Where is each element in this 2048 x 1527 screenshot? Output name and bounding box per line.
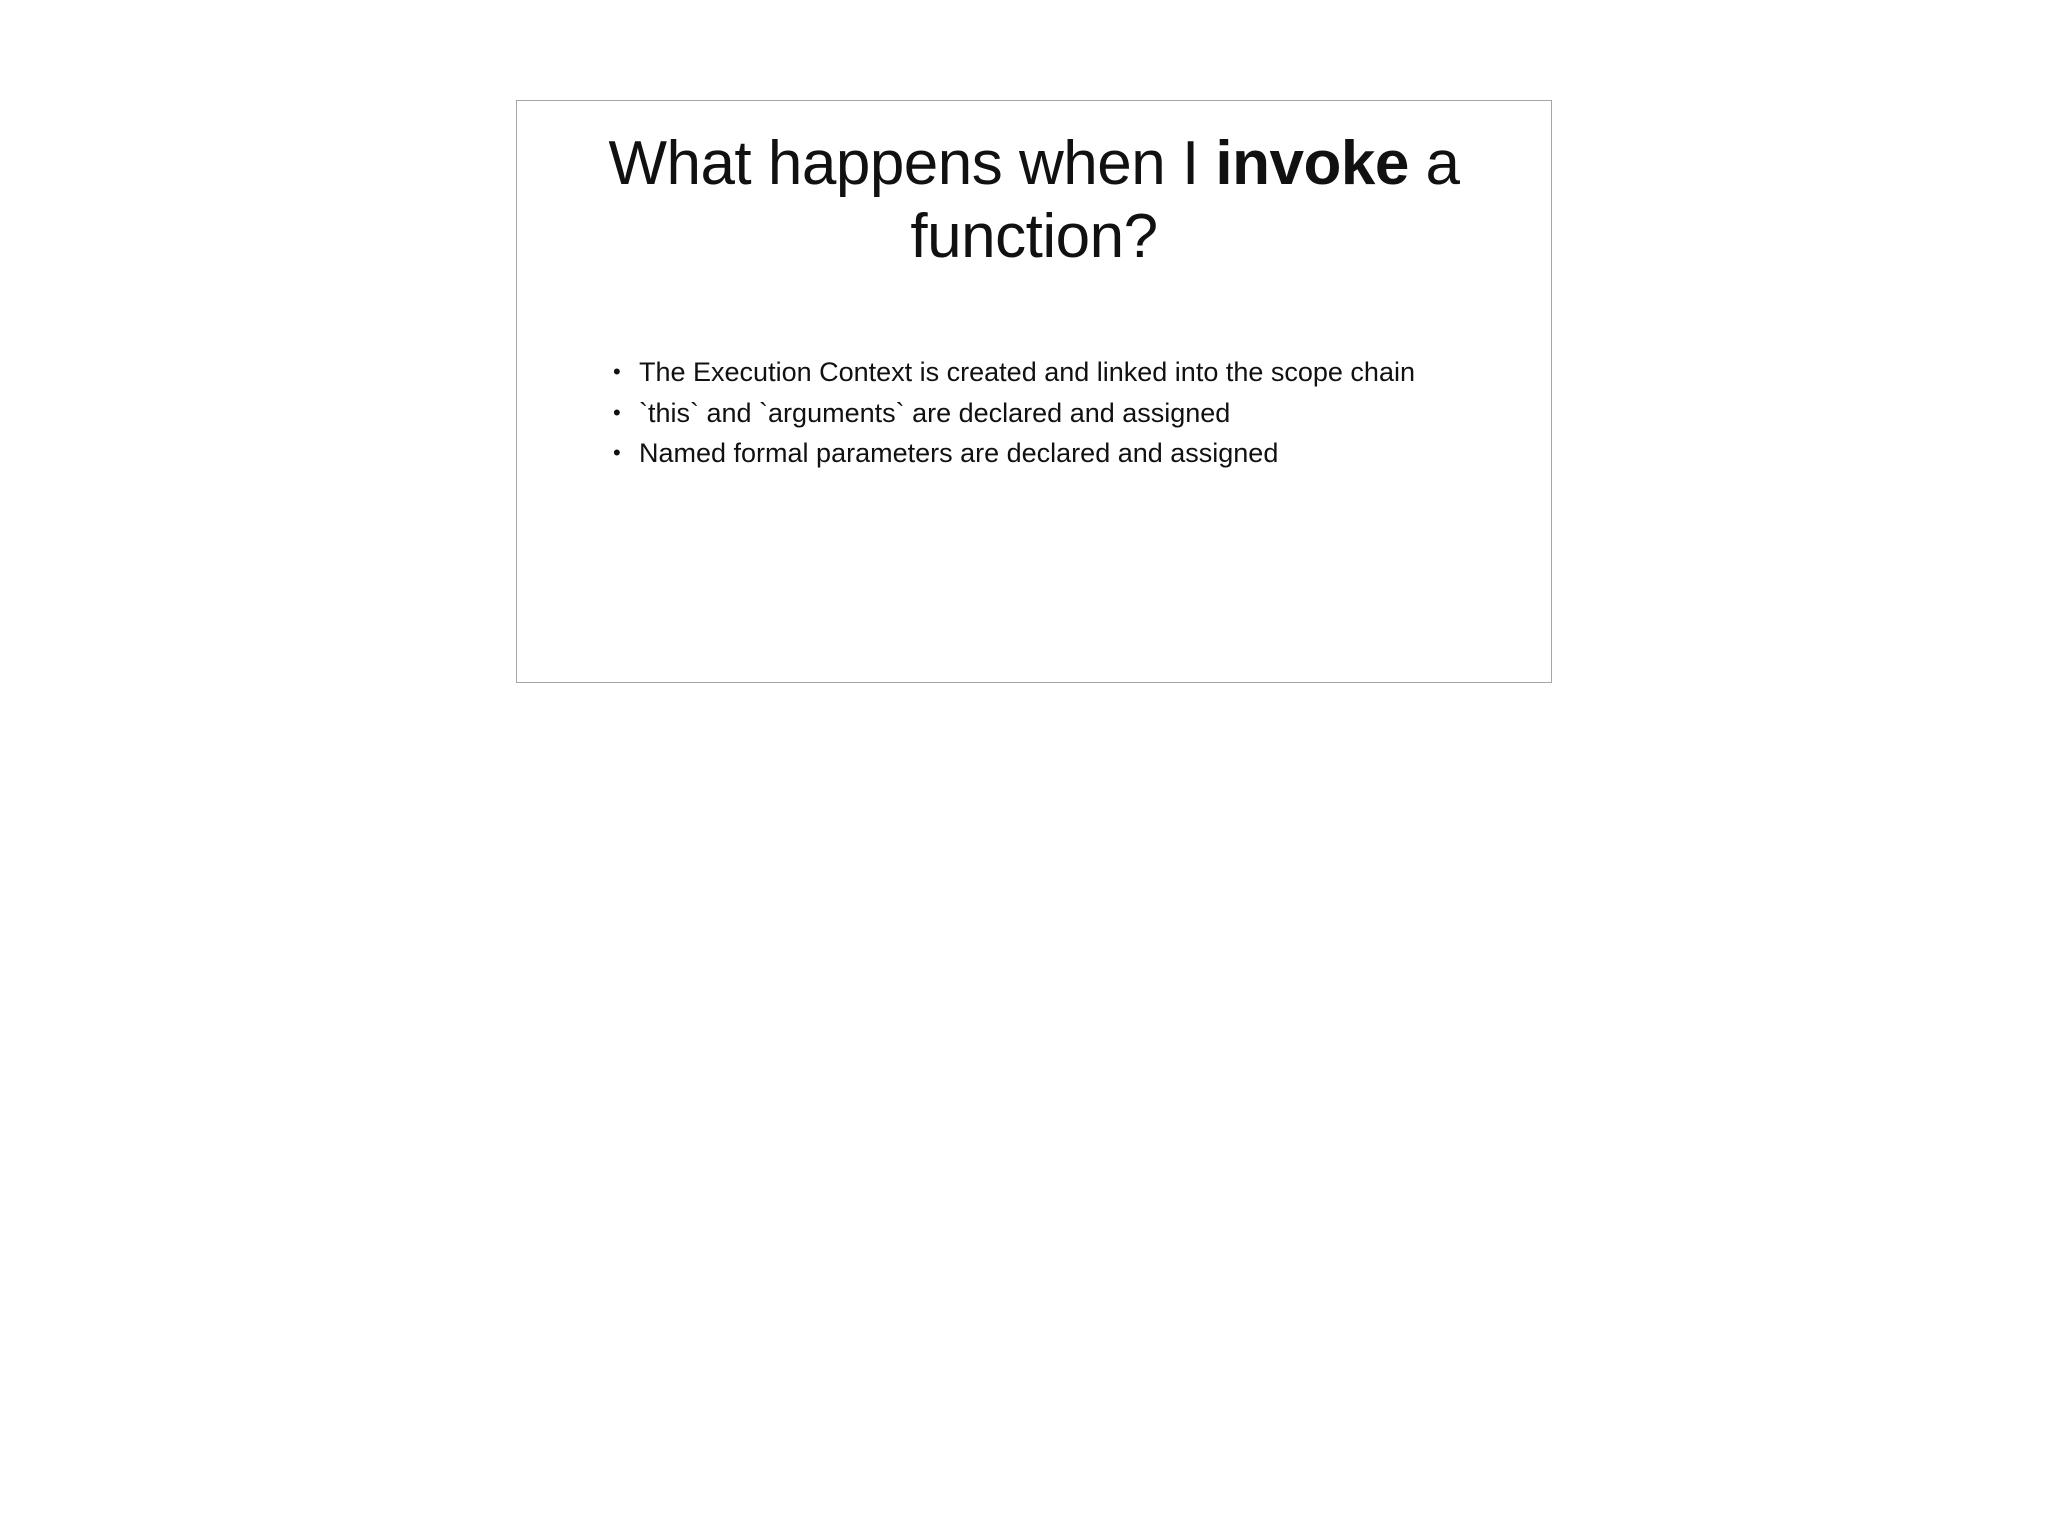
bullet-item — [613, 352, 1415, 393]
slide-title — [557, 127, 1511, 273]
slide-title-emphasis: invoke — [1215, 129, 1409, 198]
bullet-item — [613, 393, 1415, 434]
slide-title-before: What happens when I — [608, 129, 1216, 198]
slide-title-after: a function? — [910, 129, 1460, 271]
bullet-text: Named formal parameters are declared and assigned — [639, 438, 1279, 468]
bullet-text: `this` and `arguments` are declared and assigned — [639, 397, 1231, 428]
bullet-dot-icon: • — [613, 399, 621, 425]
bullet-item — [613, 433, 1415, 474]
bullet-dot-icon: • — [613, 440, 621, 465]
bullet-dot-icon: • — [613, 359, 621, 384]
slide — [516, 100, 1552, 683]
bullet-list — [613, 352, 1415, 474]
bullet-text: The Execution Context is created and linked into the scope chain — [639, 357, 1415, 387]
